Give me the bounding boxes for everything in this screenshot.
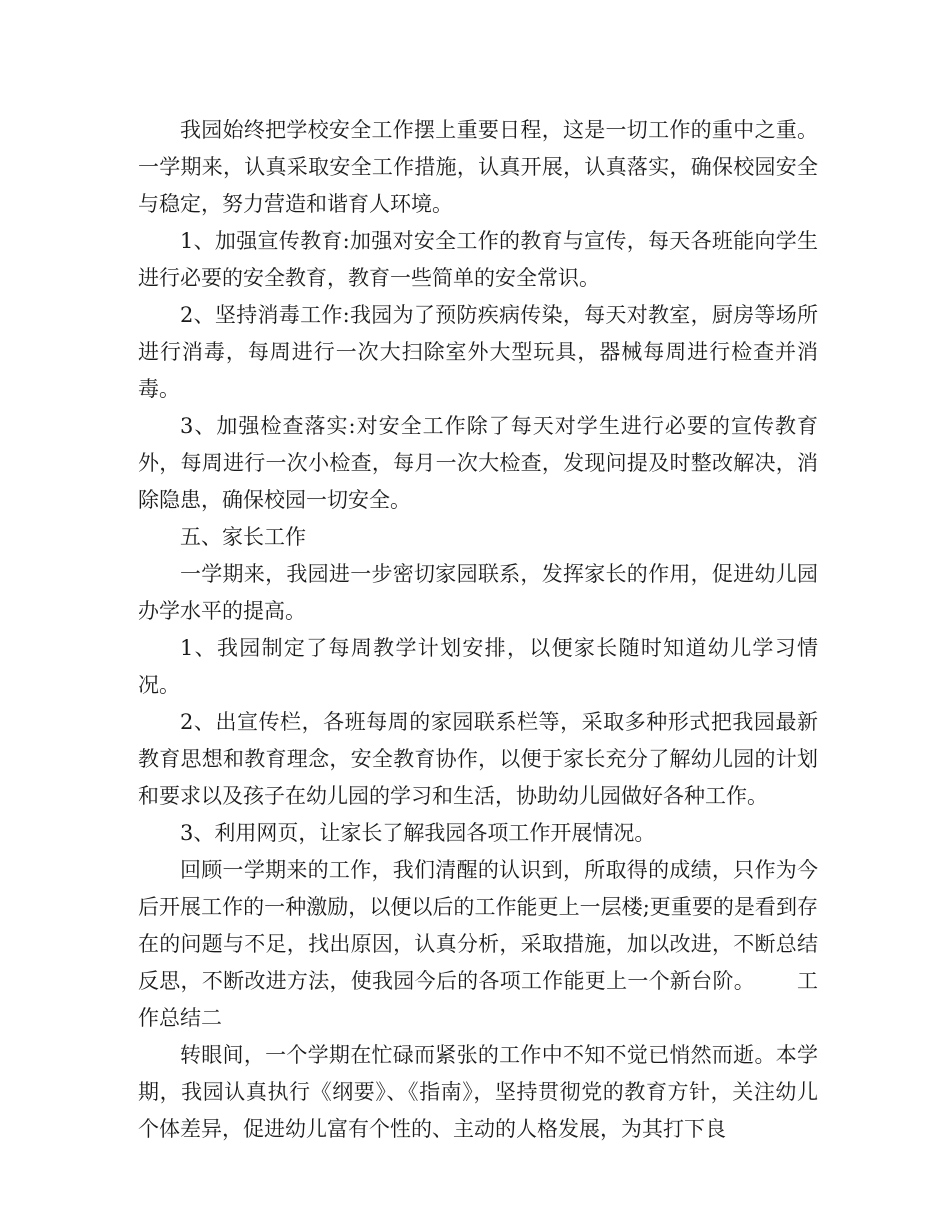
- document-body: [138, 112, 818, 1148]
- paragraph-safety-item-3: 3、加强检查落实:对安全工作除了每天对学生进行必要的宣传教育外，每周进行一次小检查，每月一次大检查，发现问提及时整改解决，消除隐患，确保校园一切安全。: [138, 414, 818, 512]
- paragraph-parent-intro: 一学期来，我园进一步密切家园联系，发挥家长的作用，促进幼儿园办学水平的提高。: [138, 562, 818, 623]
- section-heading-summary-two: 工作总结二: [138, 969, 818, 1030]
- section-heading-parent-work: 五、家长工作: [180, 525, 306, 549]
- paragraph-safety-intro: 我园始终把学校安全工作摆上重要日程，这是一切工作的重中之重。一学期来，认真采取安全工作措施，认真开展，认真落实，确保校园安全与稳定，努力营造和谐育人环境。: [138, 118, 818, 216]
- paragraph-review: [138, 852, 818, 1037]
- paragraph-safety-item-2: 2、坚持消毒工作:我园为了预防疾病传染，每天对教室，厨房等场所进行消毒，每周进行一次大扫除室外大型玩具，器械每周进行检查并消毒。: [138, 303, 818, 401]
- paragraph-parent-item-3: 3、利用网页，让家长了解我园各项工作开展情况。: [180, 821, 656, 845]
- paragraph-parent-item-1: 1、我园制定了每周教学计划安排，以便家长随时知道幼儿学习情况。: [138, 636, 818, 697]
- paragraph-parent-item-2: 2、出宣传栏，各班每周的家园联系栏等，采取多种形式把我园最新教育思想和教育理念，安全教育协作，以便于家长充分了解幼儿园的计划和要求以及孩子在幼儿园的学习和生活，协助幼儿园做好各种工作。: [138, 710, 818, 808]
- paragraph-safety-item-1: 1、加强宣传教育:加强对安全工作的教育与宣传，每天各班能向学生进行必要的安全教育，教育一些简单的安全常识。: [138, 229, 818, 290]
- paragraph-review-text: 回顾一学期来的工作，我们清醒的认识到，所取得的成绩，只作为今后开展工作的一种激励，以便以后的工作能更上一层楼;更重要的是看到存在的问题与不足，找出原因，认真分析，采取措施，加以改进，不断总结反思，不断改进方法，使我园今后的各项工作能更上一个新台阶。: [138, 858, 818, 993]
- paragraph-summary-two-intro: 转眼间，一个学期在忙碌而紧张的工作中不知不觉已悄然而逝。本学期，我园认真执行《纲要》、《指南》，坚持贯彻党的教育方针，关注幼儿个体差异，促进幼儿富有个性的、主动的人格发展，为其打下良: [138, 1043, 818, 1141]
